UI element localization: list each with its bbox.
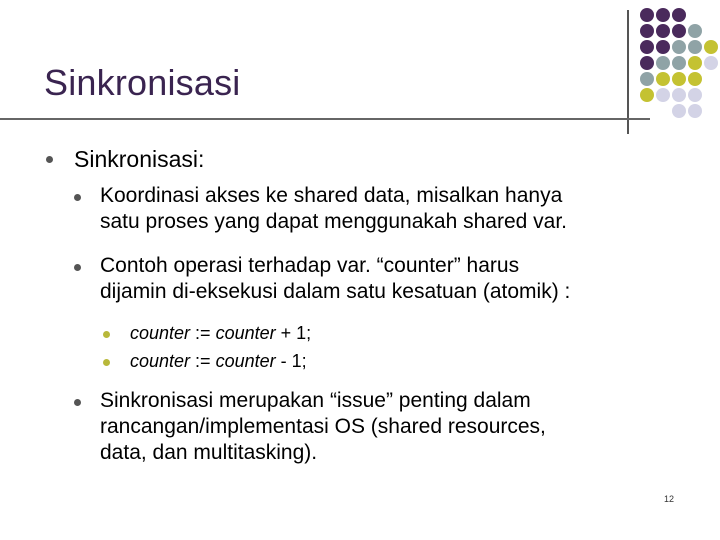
dot-purple xyxy=(656,24,670,38)
dot-light xyxy=(688,88,702,102)
dot-gray xyxy=(688,40,702,54)
dot-gray xyxy=(672,40,686,54)
dot-purple xyxy=(640,24,654,38)
title-underline xyxy=(0,118,650,120)
bullet-dot xyxy=(74,194,81,201)
page-number: 12 xyxy=(664,494,675,504)
vertical-divider-line xyxy=(627,10,629,134)
text-line: dijamin di-eksekusi dalam satu kesatuan (atomik) : xyxy=(100,280,571,303)
bullet-level3-text xyxy=(130,349,307,373)
dot-light xyxy=(688,104,702,118)
code-operator: := xyxy=(190,323,216,343)
dot-purple xyxy=(640,8,654,22)
slide-title: Sinkronisasi xyxy=(44,62,241,103)
dot-light xyxy=(704,56,718,70)
code-tail: + 1; xyxy=(275,323,312,343)
dot-gray xyxy=(688,24,702,38)
dot-yellow xyxy=(656,72,670,86)
dot-gray xyxy=(672,56,686,70)
dot-gray xyxy=(656,56,670,70)
code-operator: := xyxy=(190,351,216,371)
text-line: Contoh operasi terhadap var. “counter” harus xyxy=(100,254,520,277)
bullet-dot xyxy=(46,156,53,163)
dot-yellow xyxy=(640,88,654,102)
dot-purple xyxy=(656,8,670,22)
text-line: rancangan/implementasi OS (shared resources, xyxy=(100,415,546,438)
dot-purple xyxy=(672,24,686,38)
code-variable: counter xyxy=(215,351,276,371)
bullet-dot xyxy=(103,331,110,338)
dot-yellow xyxy=(672,72,686,86)
dot-yellow xyxy=(688,56,702,70)
dot-yellow xyxy=(704,40,718,54)
decorative-dot-grid xyxy=(640,8,720,118)
dot-purple xyxy=(672,8,686,22)
code-tail: - 1; xyxy=(275,351,307,371)
text-line: Sinkronisasi merupakan “issue” penting dalam xyxy=(100,389,531,412)
text-line: Koordinasi akses ke shared data, misalkan hanya xyxy=(100,184,563,207)
dot-light xyxy=(672,104,686,118)
bullet-level3-text xyxy=(130,321,311,345)
code-variable: counter xyxy=(130,351,191,371)
code-variable: counter xyxy=(130,323,191,343)
bullet-dot xyxy=(103,359,110,366)
text-line: data, dan multitasking). xyxy=(100,441,318,464)
dot-gray xyxy=(640,72,654,86)
bullet-level2-text xyxy=(100,388,546,466)
dot-purple xyxy=(640,56,654,70)
dot-purple xyxy=(656,40,670,54)
dot-yellow xyxy=(688,72,702,86)
code-variable: counter xyxy=(215,323,276,343)
dot-light xyxy=(656,88,670,102)
bullet-level1-text: Sinkronisasi: xyxy=(74,146,205,172)
dot-light xyxy=(672,88,686,102)
bullet-level2-text xyxy=(100,183,567,235)
bullet-dot xyxy=(74,264,81,271)
dot-purple xyxy=(640,40,654,54)
bullet-level2-text xyxy=(100,253,570,305)
text-line: satu proses yang dapat menggunakah shared var. xyxy=(100,210,567,233)
bullet-dot xyxy=(74,399,81,406)
